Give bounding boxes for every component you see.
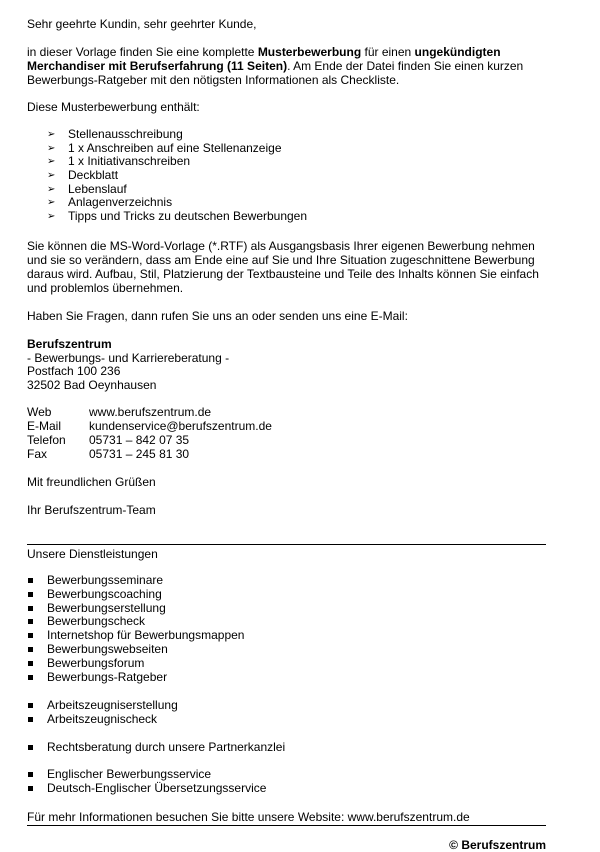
service-item: Arbeitszeugniserstellung [27,699,178,713]
contents-item: ➢ Tipps und Tricks zu deutschen Bewerbungen [47,209,308,224]
service-item: Arbeitszeugnischeck [27,713,178,727]
website-link[interactable]: www.berufszentrum.de [89,405,212,419]
contents-heading: Diese Musterbewerbung enthält: [27,100,200,114]
contact-table [27,405,272,461]
contact-row-fax [27,447,272,461]
service-item: Bewerbungs-Ratgeber [27,671,244,685]
company-name: Berufszentrum [27,337,112,351]
service-item: Deutsch-Englischer Übersetzungsservice [27,782,266,796]
arrow-bullet-icon: ➢ [47,156,56,168]
square-bullet-icon [28,745,33,750]
square-bullet-icon [28,633,33,638]
usage-line: und sie so verändern, dass am Ende eine auf Sie und Ihre Situation zugeschnittene Bewerbung [27,253,535,267]
address-street: Postfach 100 236 [27,364,121,378]
intro-text-2: für einen [361,45,415,59]
signature: Ihr Berufszentrum-Team [27,503,156,517]
arrow-bullet-icon: ➢ [47,211,56,223]
square-bullet-icon [28,786,33,791]
contents-list [47,128,307,224]
more-info-text: Für mehr Informationen besuchen Sie bitte unsere Website: www.berufszentrum.de [27,810,470,824]
usage-line: und problemlos übernehmen. [27,281,184,295]
divider [27,825,546,826]
intro-bold-1: Musterbewerbung [257,45,362,59]
contact-row-phone [27,433,272,447]
contents-item: ➢ Anlagenverzeichnis [47,195,173,210]
services-list [27,574,244,684]
service-item: Bewerbungserstellung [27,602,244,616]
address-city: 32502 Bad Oeynhausen [27,378,157,392]
usage-line: daraus wird. Aufbau, Stil, Platzierung der Textbausteine und Teile des Inhalts können Sie einfach [27,267,539,281]
square-bullet-icon [28,592,33,597]
intro-text-1: in dieser Vorlage finden Sie eine komplette [27,45,258,59]
email-link[interactable]: kundenservice@berufszentrum.de [89,419,272,433]
company-subtitle: - Bewerbungs- und Karriereberatung - [27,351,230,365]
services-heading: Unsere Dienstleistungen [27,547,158,561]
contents-item: ➢ Lebenslauf [47,181,127,196]
contact-row-email [27,419,272,433]
service-item: Bewerbungscoaching [27,588,244,602]
square-bullet-icon [28,675,33,680]
service-item: Bewerbungswebseiten [27,643,244,657]
square-bullet-icon [28,703,33,708]
service-item: Bewerbungsseminare [27,574,244,588]
intro-line-2 [27,59,523,73]
closing: Mit freundlichen Grüßen [27,475,156,489]
square-bullet-icon [28,619,33,624]
intro-text-3: . Am Ende der Datei finden Sie einen kurzen [287,59,524,73]
intro-line-3: Bewerbungs-Ratgeber mit den nötigsten Informationen als Checkliste. [27,73,400,87]
service-item: Internetshop für Bewerbungsmappen [27,629,244,643]
square-bullet-icon [28,606,33,611]
contact-label: Web [27,405,52,419]
contact-label: Fax [27,447,48,461]
usage-line: Sie können die MS-Word-Vorlage (*.RTF) als Ausgangsbasis Ihrer eigenen Bewerbung nehmen [27,239,535,253]
services-list [27,741,285,755]
contents-item: ➢ 1 x Initiativanschreiben [47,154,191,169]
intro-bold-3: Merchandiser mit Berufserfahrung (11 Seiten) [27,59,288,73]
services-list [27,699,178,727]
questions-text: Haben Sie Fragen, dann rufen Sie uns an oder senden uns eine E-Mail: [27,309,408,323]
arrow-bullet-icon: ➢ [47,183,56,195]
square-bullet-icon [28,578,33,583]
contact-row-web [27,405,272,419]
salutation: Sehr geehrte Kundin, sehr geehrter Kunde, [27,17,257,31]
contents-item: ➢ 1 x Anschreiben auf eine Stellenanzeige [47,140,282,155]
service-item: Englischer Bewerbungsservice [27,768,266,782]
contact-label: E-Mail [27,419,62,433]
service-item: Rechtsberatung durch unsere Partnerkanzlei [27,741,285,755]
square-bullet-icon [28,647,33,652]
arrow-bullet-icon: ➢ [47,129,56,140]
intro-line-1 [27,45,501,59]
contact-label: Telefon [27,433,66,447]
divider [27,544,546,545]
contents-item: ➢ Deckblatt [47,168,119,183]
square-bullet-icon [28,717,33,722]
square-bullet-icon [28,661,33,666]
services-list [27,768,266,796]
phone-number: 05731 – 842 07 35 [89,433,190,447]
fax-number: 05731 – 245 81 30 [89,447,190,461]
arrow-bullet-icon: ➢ [47,170,56,182]
arrow-bullet-icon: ➢ [47,197,56,209]
service-item: Bewerbungscheck [27,615,244,629]
arrow-bullet-icon: ➢ [47,142,56,154]
service-item: Bewerbungsforum [27,657,244,671]
square-bullet-icon [28,772,33,777]
intro-bold-2: ungekündigten [414,45,501,59]
contents-item: ➢ Stellenausschreibung [47,127,183,141]
footer-copyright: © Berufszentrum [449,838,546,852]
